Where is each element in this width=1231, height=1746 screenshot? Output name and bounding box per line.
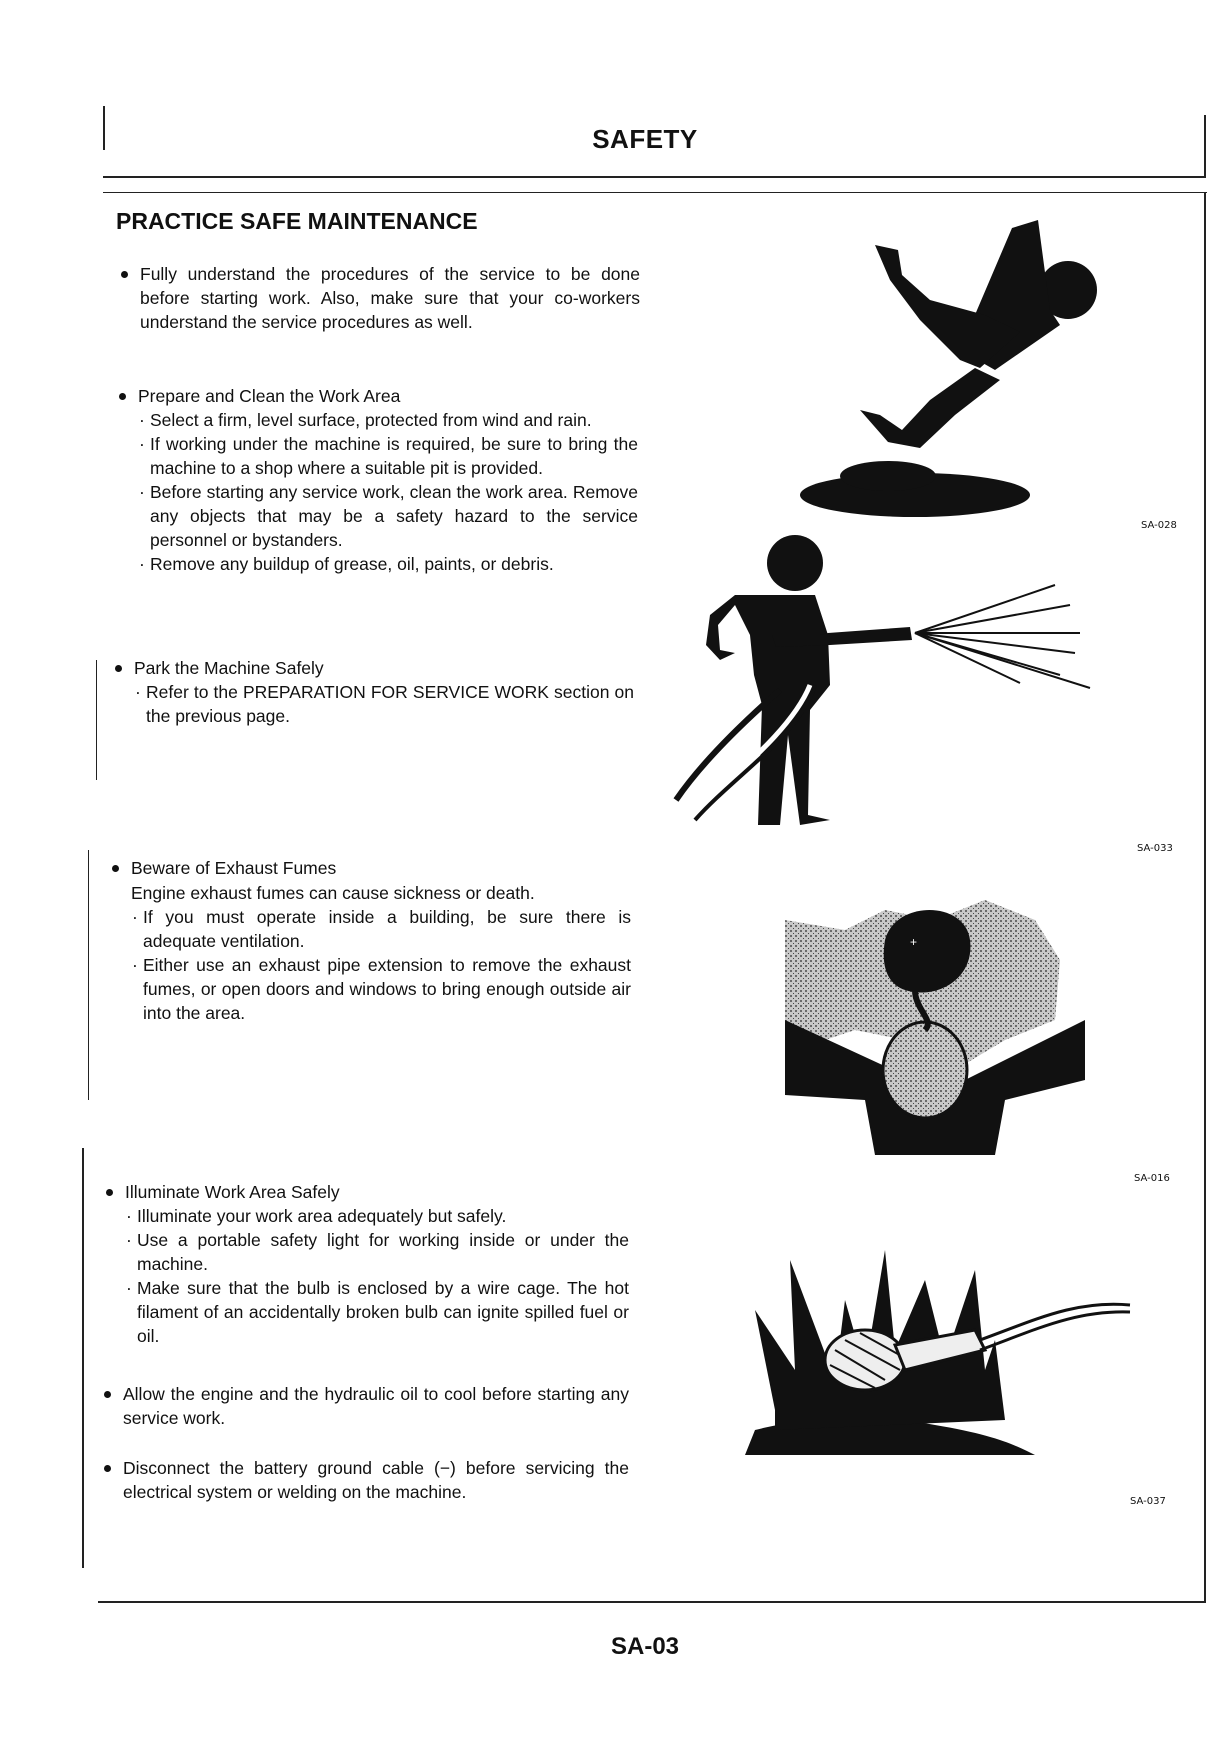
bullet-lead-text: Fully understand the procedures of the service to be done before starting work. Also, make sure that your co-workers understand the service procedures as well. <box>140 264 640 332</box>
sub-item-pit: · If working under the machine is required, be sure to bring the machine to a shop where a suitable pit is provided. <box>138 432 638 480</box>
bullet-dot-icon <box>104 1391 111 1398</box>
frame-left-rule-1 <box>96 660 97 780</box>
sub-item-refer-preparation: · Refer to the PREPARATION FOR SERVICE WORK section on the previous page. <box>134 680 634 728</box>
bullet-lead-text: Beware of Exhaust Fumes <box>131 858 337 878</box>
sub-item-ventilation: · If you must operate inside a building, be sure there is adequate ventilation. <box>131 905 631 953</box>
frame-left-rule-2 <box>88 850 89 1100</box>
frame-top-rule <box>103 192 1207 193</box>
pressure-washer-person-icon <box>680 535 1120 835</box>
bullet-item-cool-engine <box>123 1382 629 1430</box>
bullet-item-park-machine <box>134 656 634 728</box>
figure-code-label: SA-033 <box>1137 843 1173 854</box>
bullet-body-text: Engine exhaust fumes can cause sickness or death. <box>131 883 535 903</box>
svg-text:+: + <box>910 935 918 949</box>
bullet-item-prepare-work-area <box>138 384 638 576</box>
broken-bulb-fire-icon <box>735 1230 1135 1460</box>
bullet-lead-text: Prepare and Clean the Work Area <box>138 386 401 406</box>
bullet-dot-icon <box>104 1465 111 1472</box>
sub-item-portable-light: · Use a portable safety light for working inside or under the machine. <box>125 1228 629 1276</box>
bullet-item-exhaust-fumes <box>131 856 631 1025</box>
bullet-dot-icon <box>121 271 128 278</box>
frame-right-rule <box>1204 192 1206 1602</box>
figure-code-label: SA-016 <box>1134 1173 1170 1184</box>
section-title: PRACTICE SAFE MAINTENANCE <box>116 208 478 234</box>
bullet-lead-text: Park the Machine Safely <box>134 658 324 678</box>
slipping-person-icon <box>780 220 1110 520</box>
sub-item-remove-buildup: · Remove any buildup of grease, oil, paints, or debris. <box>138 552 638 576</box>
bullet-lead-text: Illuminate Work Area Safely <box>125 1182 340 1202</box>
figure-code-label: SA-028 <box>1141 520 1177 531</box>
frame-left-rule-3 <box>82 1148 84 1568</box>
bullet-dot-icon <box>106 1189 113 1196</box>
sub-item-exhaust-extension: · Either use an exhaust pipe extension to remove the exhaust fumes, or open doors and windows to bring enough outside air into the area. <box>131 953 631 1025</box>
figure-code-label: SA-037 <box>1130 1496 1166 1507</box>
page-number: SA-03 <box>610 1633 680 1660</box>
bullet-item-disconnect-battery <box>123 1456 629 1504</box>
bullet-item-illuminate-work-area <box>125 1180 629 1348</box>
bullet-dot-icon <box>115 665 122 672</box>
frame-bottom-rule <box>98 1601 1206 1603</box>
bullet-dot-icon <box>119 393 126 400</box>
bullet-dot-icon <box>112 865 119 872</box>
sub-item-wire-cage: · Make sure that the bulb is enclosed by a wire cage. The hot filament of an accidentally broken bulb can ignite spilled fuel or oil. <box>125 1276 629 1348</box>
bullet-item-understand-procedures <box>140 262 640 334</box>
exhaust-fumes-icon <box>785 880 1085 1150</box>
sub-item-firm-surface: · Select a firm, level surface, protected from wind and rain. <box>138 408 638 432</box>
page-header-title: SAFETY <box>592 124 698 154</box>
sub-item-illuminate-safely: · Illuminate your work area adequately but safely. <box>125 1204 629 1228</box>
bullet-lead-text: Allow the engine and the hydraulic oil to cool before starting any service work. <box>123 1384 629 1428</box>
sub-item-clean-area: · Before starting any service work, clean the work area. Remove any objects that may be a safety hazard to the service personnel or bystanders. <box>138 480 638 552</box>
header-bottom-rule <box>103 176 1206 178</box>
bullet-lead-text: Disconnect the battery ground cable (−) before servicing the electrical system or welding on the machine. <box>123 1458 629 1502</box>
